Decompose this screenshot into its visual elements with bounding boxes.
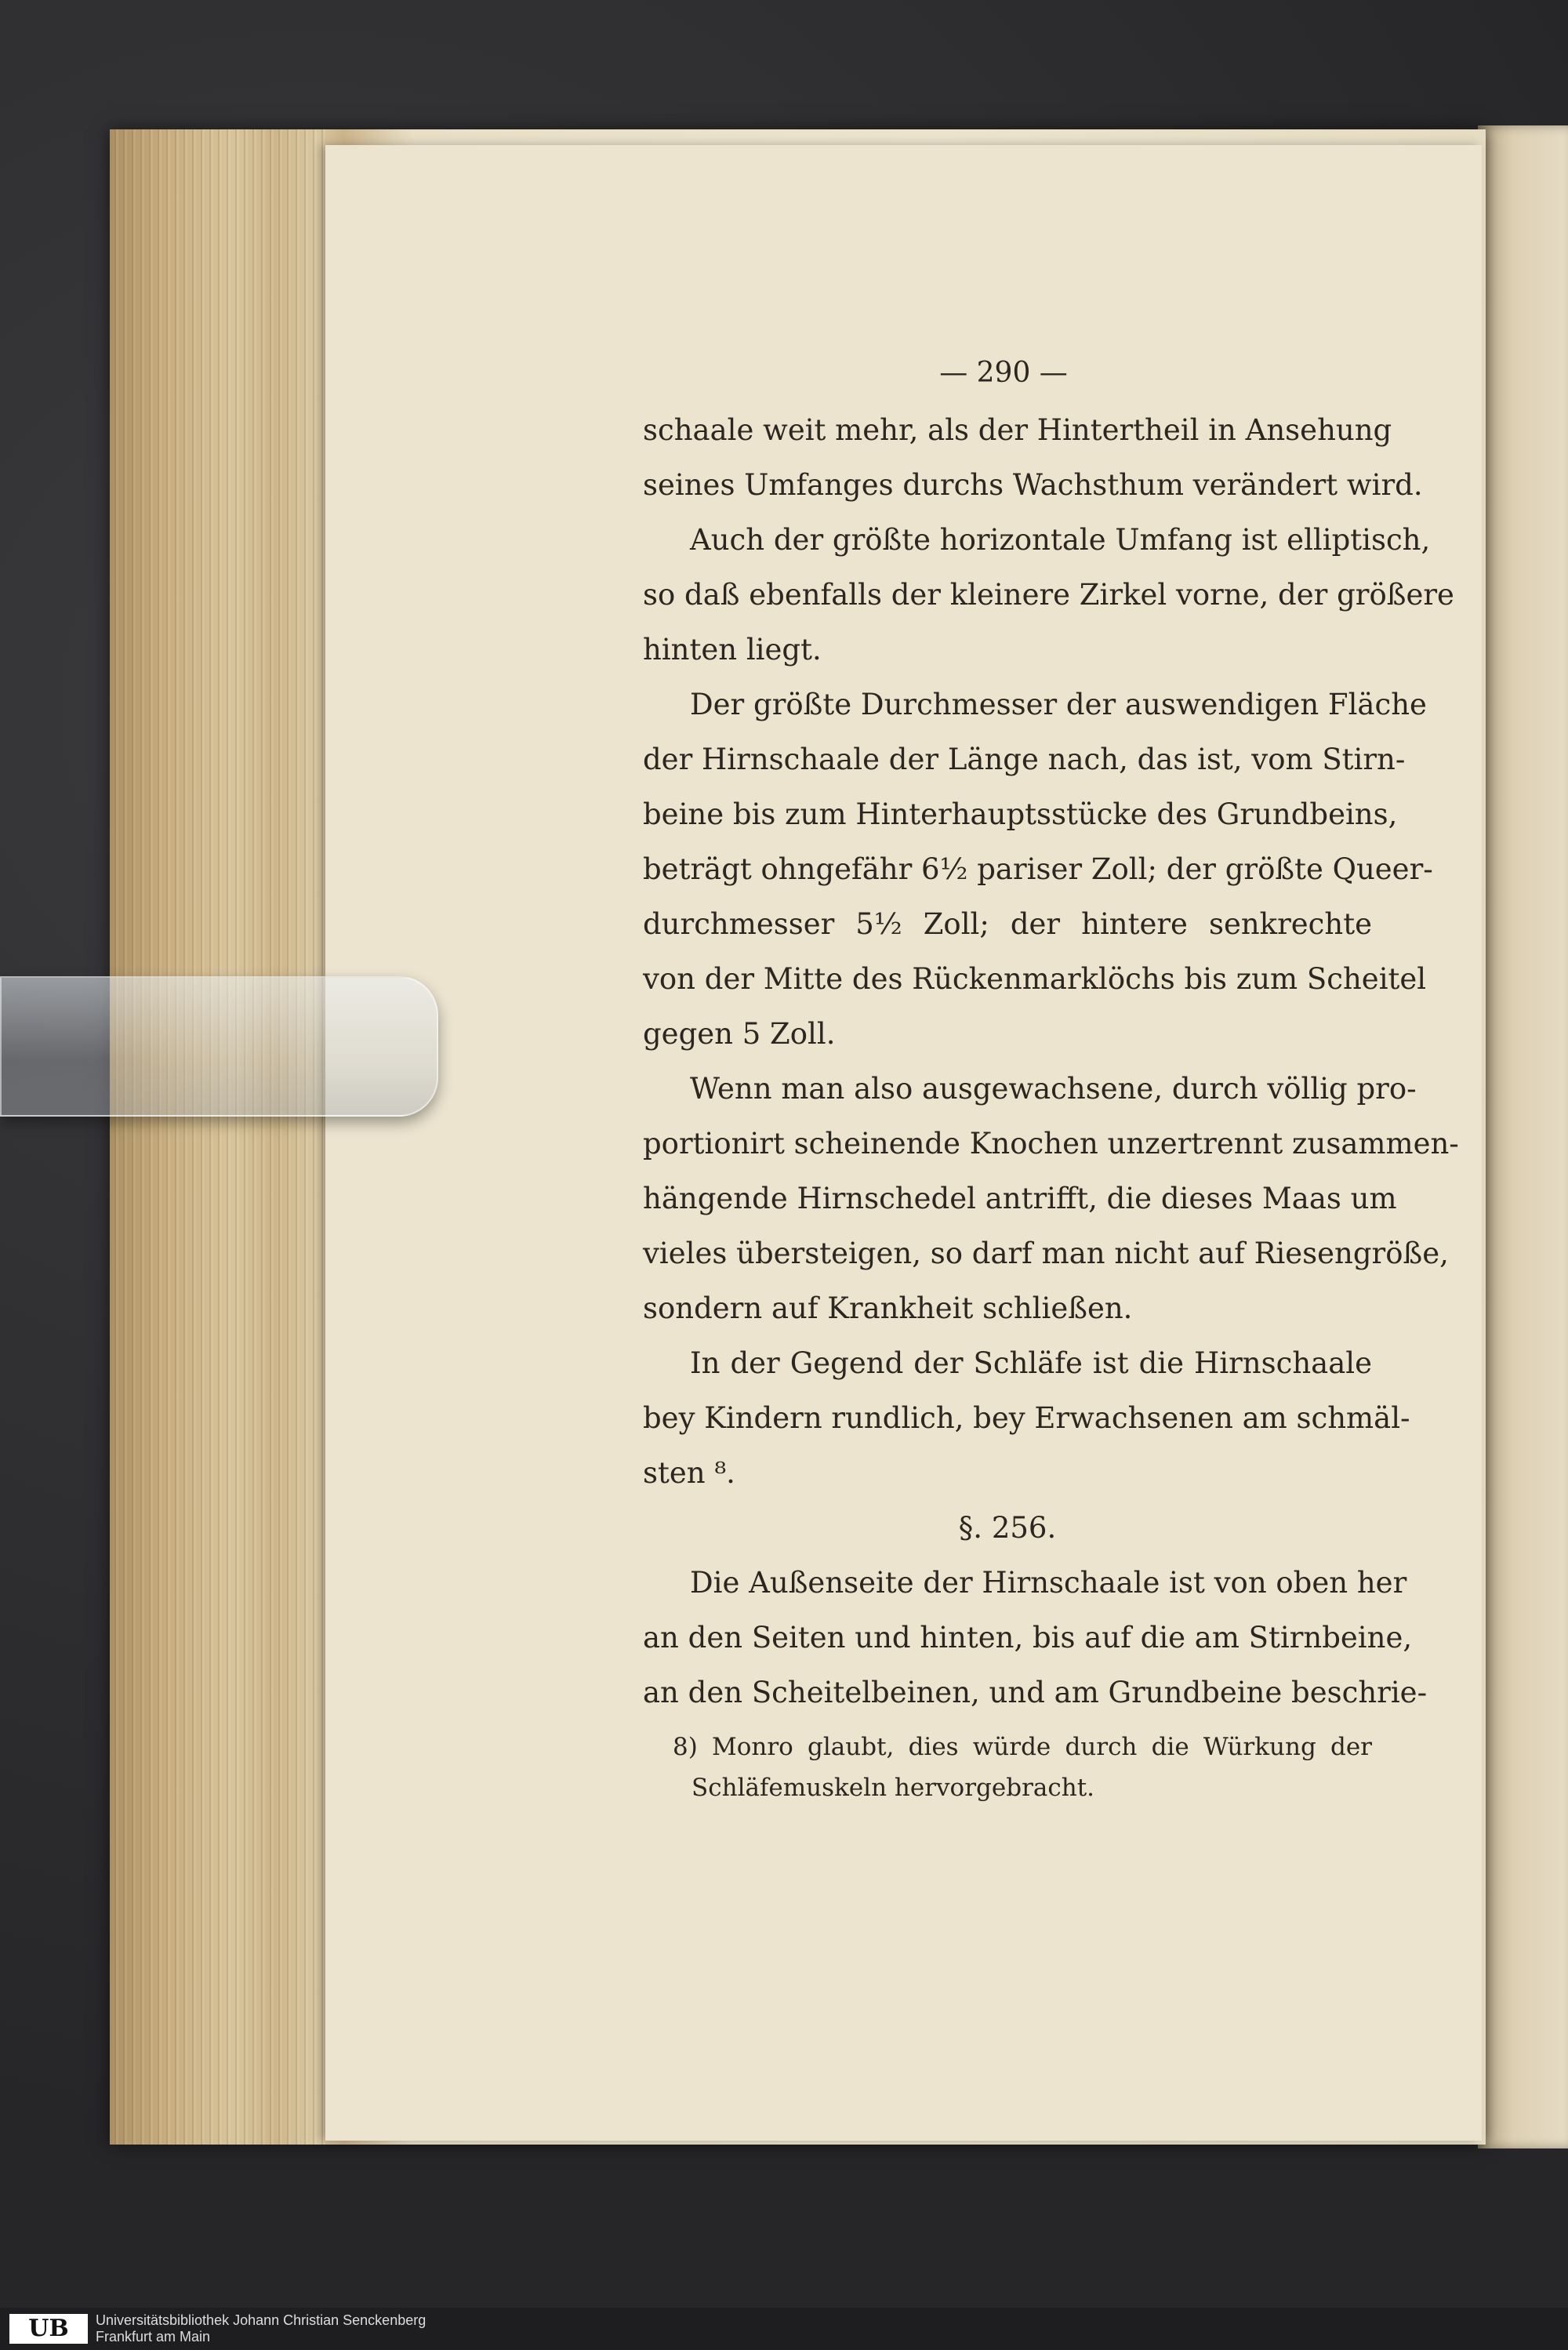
footnote-line: 8) Monro glaubt, dies würde durch die Würkung der: [673, 1733, 1372, 1761]
text-line: beine bis zum Hinterhauptsstücke des Grundbeins,: [643, 797, 1398, 831]
text-line: sondern auf Krankheit schließen.: [643, 1291, 1133, 1325]
ub-logo: UB: [9, 2314, 88, 2344]
text-line: schaale weit mehr, als der Hintertheil in Ansehung: [643, 413, 1392, 447]
library-name: Universitätsbibliothek Johann Christian Senckenberg: [96, 2312, 426, 2328]
text-line: seines Umfanges durchs Wachsthum verändert wird.: [643, 468, 1423, 502]
facing-page-edge: [1478, 125, 1568, 2148]
text-line: hängende Hirnschedel antrifft, die dieses Maas um: [643, 1182, 1397, 1215]
text-line: der Hirnschaale der Länge nach, das ist, vom Stirn-: [643, 743, 1406, 776]
text-line: hinten liegt.: [643, 633, 822, 666]
text-line: Der größte Durchmesser der auswendigen Fläche: [690, 688, 1427, 721]
text-line: an den Seiten und hinten, bis auf die am Stirnbeine,: [643, 1621, 1413, 1654]
page-edges-texture: [110, 129, 329, 2145]
text-line: sten ⁸.: [643, 1456, 735, 1490]
text-line: von der Mitte des Rückenmarklöchs bis zum Scheitel: [643, 962, 1427, 996]
text-line: portionirt scheinende Knochen unzertrennt zusammen-: [643, 1127, 1459, 1160]
text-line: In der Gegend der Schläfe ist die Hirnschaale: [690, 1346, 1372, 1380]
text-line: vieles übersteigen, so darf man nicht auf Riesengröße,: [643, 1237, 1449, 1270]
text-line: Auch der größte horizontale Umfang ist elliptisch,: [690, 523, 1431, 557]
text-line: Wenn man also ausgewachsene, durch völlig pro-: [690, 1072, 1417, 1106]
text-line: gegen 5 Zoll.: [643, 1017, 836, 1051]
text-line: beträgt ohngefähr 6½ pariser Zoll; der größte Queer-: [643, 852, 1433, 886]
page-number: — 290 —: [939, 357, 1068, 389]
text-line: so daß ebenfalls der kleinere Zirkel vorne, der größere: [643, 578, 1454, 612]
text-line: durchmesser 5½ Zoll; der hintere senkrechte: [643, 907, 1372, 941]
text-line: bey Kindern rundlich, bey Erwachsenen am schmäl-: [643, 1401, 1410, 1435]
library-city: Frankfurt am Main: [96, 2329, 211, 2345]
text-line: Die Außenseite der Hirnschaale ist von oben her: [690, 1566, 1407, 1600]
text-line: an den Scheitelbeinen, und am Grundbeine beschrie-: [643, 1676, 1428, 1709]
glass-page-weight: [0, 976, 438, 1117]
library-footer: [0, 2308, 1568, 2350]
footnote-line: Schläfemuskeln hervorgebracht.: [691, 1774, 1095, 1802]
section-heading: §. 256.: [958, 1511, 1057, 1545]
